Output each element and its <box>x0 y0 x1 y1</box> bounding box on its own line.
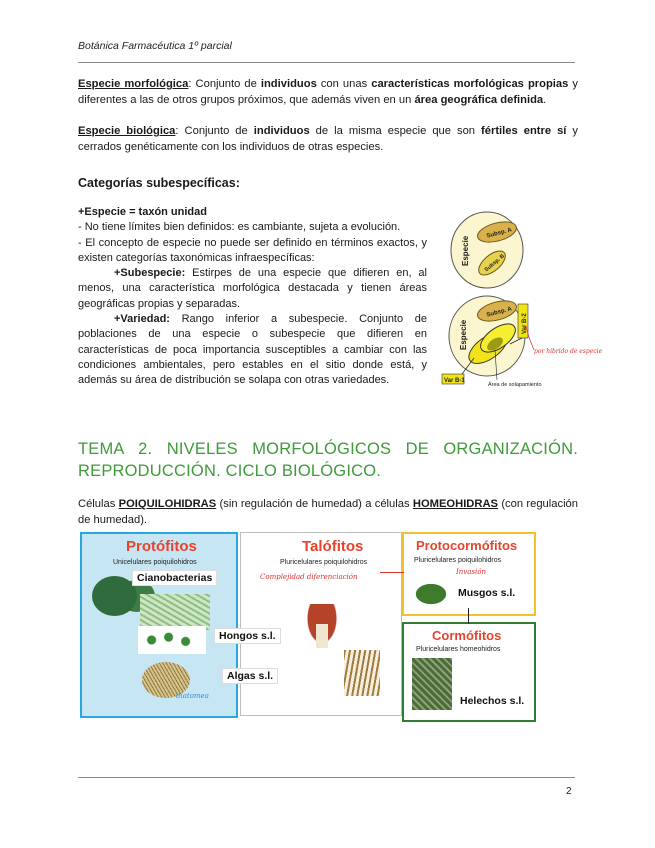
helechos-label: Helechos s.l. <box>456 694 528 708</box>
text: : Conjunto de <box>188 78 261 90</box>
levels-diagram <box>80 532 535 722</box>
footer-rule <box>78 777 575 778</box>
celulas-paragraph <box>78 497 578 528</box>
talofitos-sub: Pluricelulares poiquilohidros <box>280 559 368 566</box>
categorias-heading: Categorías subespecíficas: <box>78 176 240 190</box>
arrow-talofitos-proto <box>380 572 404 573</box>
cormofitos-sub: Pluricelulares homeohidros <box>416 646 501 653</box>
coral-photo <box>344 650 380 696</box>
especie-label-top: Especie <box>461 235 470 266</box>
algas-label: Algas s.l. <box>222 668 278 684</box>
text: (sin regulación de humedad) a células <box>216 498 413 510</box>
bold-text: área geográfica definida <box>414 93 544 106</box>
cormofitos-title: Cormófitos <box>432 628 502 643</box>
hongos-label: Hongos s.l. <box>214 628 281 644</box>
categorias-body <box>78 205 427 389</box>
especie-morfologica-paragraph <box>78 77 578 108</box>
line-concepto: - El concepto de especie no puede ser definido en términos exactos, y existen categorías taxonómicas infraespecíficas: <box>78 236 427 264</box>
helecho-photo <box>412 658 452 710</box>
text: y diferentes a las de otros grupos próximos, que además viven en un <box>78 78 578 106</box>
page-number: 2 <box>566 786 572 797</box>
variedad-text: Rango inferior a subespecie. Conjunto de poblaciones de una especie o subespecie que difieren en características de poca importancia susceptibles a cambiar con las condiciones ambientales, pero estables en el sitio donde está, y además su área de distribución se solapa con otras variedades. <box>78 313 427 387</box>
text: . <box>543 93 547 106</box>
text: (con regulación de humedad). <box>78 498 579 526</box>
protofitos-title: Protófitos <box>126 538 197 555</box>
term-especie-biologica: Especie biológica <box>78 125 176 137</box>
hongos-spores-photo <box>138 626 206 654</box>
text: y cerrados genéticamente con los individuos de otras especies. <box>78 125 578 153</box>
cianobacterias-photo <box>92 576 137 616</box>
mushroom-stem <box>316 624 328 648</box>
poiquilohidras: POIQUILOHIDRAS <box>118 498 217 510</box>
protofitos-sub: Unicelulares poiquilohidros <box>113 559 197 566</box>
note-invasion: Invasión <box>456 568 486 576</box>
subsp-a-label: Subsp. A <box>486 227 513 240</box>
especie-biologica-paragraph <box>78 124 578 155</box>
handwritten-hibrido: por hibrido de especie <box>534 348 603 355</box>
subsp-a-label-bottom: Subsp. A <box>486 306 513 319</box>
especie-label-bottom: Especie <box>459 319 468 350</box>
text: : Conjunto de <box>175 125 254 137</box>
subsp-b-label: Subsp. B <box>483 253 506 274</box>
musgo-photo <box>410 580 452 608</box>
subespecie-term: +Subespecie: <box>114 267 186 280</box>
musgos-label: Musgos s.l. <box>454 586 519 600</box>
protocormofitos-sub: Pluricelulares poiquilohidros <box>414 557 502 564</box>
talofitos-title: Talófitos <box>302 538 364 555</box>
bold-text: fértiles entre sí <box>481 125 567 137</box>
filament-photo <box>140 594 210 630</box>
var-b2-label: Var B-2 <box>522 313 528 334</box>
note-complejidad: Complejidad diferenciación <box>260 573 358 581</box>
term-especie-morfologica: Especie morfológica <box>78 78 189 90</box>
area-solapamiento-label: Área de solapamiento <box>488 382 542 388</box>
protocormofitos-title: Protocormófitos <box>416 538 518 553</box>
tema-title: TEMA 2. NIVELES MORFOLÓGICOS DE ORGANIZACIÓN. REPRODUCCIÓN. CICLO BIOLÓGICO. <box>78 440 578 480</box>
bold-text: individuos <box>260 78 317 90</box>
note-diatomea: diatomea <box>176 692 209 700</box>
text: Células <box>78 498 119 510</box>
text: con unas <box>316 78 372 90</box>
line-limites: - No tiene límites bien definidos: es cambiante, sujeta a evolución. <box>78 221 401 234</box>
bold-text: individuos <box>253 125 310 137</box>
homeohidras: HOMEOHIDRAS <box>412 498 499 510</box>
var-b1-label: Var B-1 <box>444 378 465 384</box>
text: de la misma especie que son <box>309 125 482 137</box>
bold-text: características morfológicas propias <box>371 78 569 90</box>
arrow-proto-cormo <box>468 608 469 624</box>
variedad-term: +Variedad: <box>114 313 170 326</box>
header-rule <box>78 62 575 63</box>
species-diagram <box>442 208 603 398</box>
cianobacterias-label: Cianobacterias <box>132 570 217 586</box>
taxon-line: +Especie = taxón unidad <box>78 206 207 218</box>
subespecie-text: Estirpes de una especie que difieren en, al menos, una característica morfológica destacada y tienen áreas geográficas propias y separadas. <box>78 267 427 310</box>
page-header-title: Botánica Farmacéutica 1º parcial <box>78 40 232 52</box>
